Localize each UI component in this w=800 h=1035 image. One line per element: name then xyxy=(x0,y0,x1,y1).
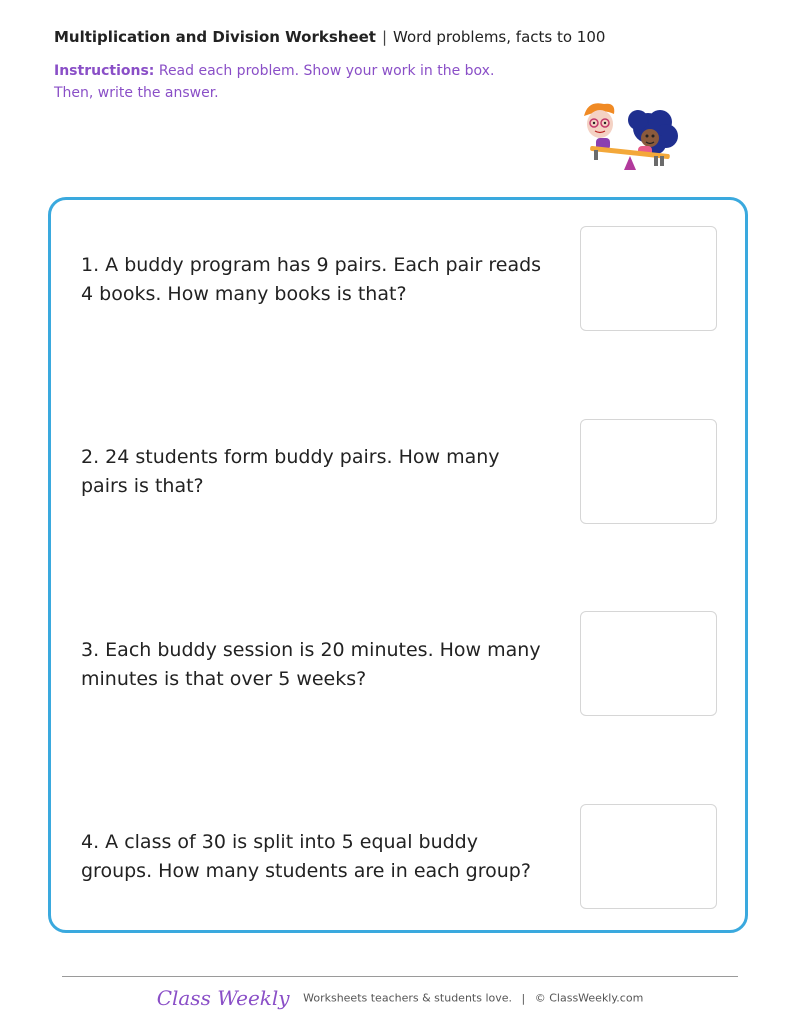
instructions-label: Instructions: xyxy=(54,63,155,79)
problem-2-text: 2. 24 students form buddy pairs. How many pairs is that? xyxy=(81,446,500,497)
answer-box-4[interactable] xyxy=(580,804,717,909)
problem-4-text: 4. A class of 30 is split into 5 equal buddy groups. How many students are in each group? xyxy=(81,831,531,882)
answer-box-3[interactable] xyxy=(580,611,717,716)
worksheet-subtitle: Word problems, facts to 100 xyxy=(393,28,606,46)
footer-tagline: Worksheets teachers & students love. xyxy=(303,991,513,1005)
problem-1-text: 1. A buddy program has 9 pairs. Each pair reads 4 books. How many books is that? xyxy=(81,254,542,305)
instructions xyxy=(54,60,534,104)
header-separator: | xyxy=(381,28,388,46)
footer-copyright: © ClassWeekly.com xyxy=(534,991,644,1005)
footer-separator: | xyxy=(521,991,526,1005)
footer xyxy=(0,986,800,1010)
footer-divider xyxy=(62,976,738,977)
worksheet-header xyxy=(54,28,605,46)
problem-3-text: 3. Each buddy session is 20 minutes. How many minutes is that over 5 weeks? xyxy=(81,639,541,690)
answer-box-1[interactable] xyxy=(580,226,717,331)
instructions-text: Read each problem. Show your work in the box. Then, write the answer. xyxy=(54,63,495,101)
kids-seesaw-illustration xyxy=(576,98,696,178)
answer-box-2[interactable] xyxy=(580,419,717,524)
brand-logo: Class Weekly xyxy=(156,986,290,1010)
worksheet-title: Multiplication and Division Worksheet xyxy=(54,28,376,46)
